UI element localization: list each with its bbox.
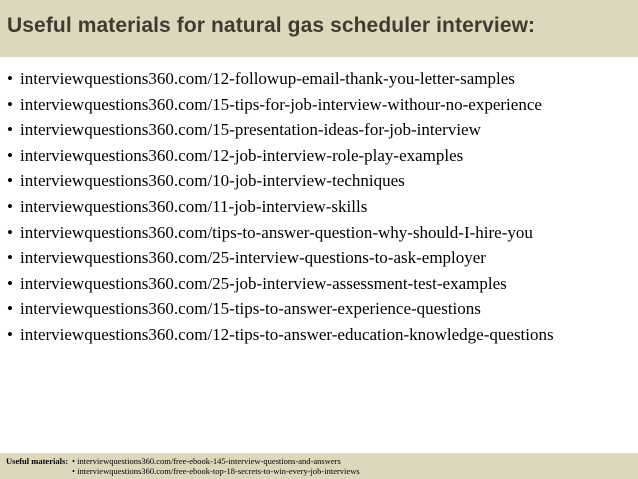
list-item bbox=[7, 143, 554, 169]
list-item bbox=[7, 92, 554, 118]
bullet: • bbox=[7, 222, 13, 242]
bullet: • bbox=[7, 120, 13, 140]
bullet: • bbox=[7, 299, 13, 319]
material-link[interactable]: interviewquestions360.com/15-tips-to-answer-experience-questions bbox=[20, 299, 481, 319]
footer-bullet: • bbox=[72, 456, 75, 466]
bullet: • bbox=[7, 196, 13, 216]
material-link[interactable]: interviewquestions360.com/15-presentation-ideas-for-job-interview bbox=[20, 120, 481, 140]
bullet: • bbox=[7, 273, 13, 293]
bullet: • bbox=[7, 69, 13, 88]
footer-bullet: • bbox=[72, 466, 75, 476]
material-link[interactable]: interviewquestions360.com/12-job-interview-role-play-examples bbox=[20, 145, 464, 165]
footer-label: Useful materials: bbox=[6, 456, 69, 466]
list-item bbox=[7, 271, 554, 297]
bullet: • bbox=[7, 248, 13, 268]
material-link[interactable]: interviewquestions360.com/25-interview-questions-to-ask-employer bbox=[20, 248, 486, 268]
bullet: • bbox=[7, 171, 13, 191]
material-link[interactable]: interviewquestions360.com/12-followup-email-thank-you-letter-samples bbox=[20, 69, 515, 88]
list-item bbox=[7, 194, 554, 220]
list-item bbox=[7, 220, 554, 246]
bullet: • bbox=[7, 324, 13, 344]
bullet: • bbox=[7, 94, 13, 114]
list-item bbox=[7, 117, 554, 143]
material-link[interactable]: interviewquestions360.com/25-job-interview-assessment-test-examples bbox=[20, 273, 507, 293]
list-item bbox=[7, 245, 554, 271]
footer-link[interactable]: interviewquestions360.com/free-ebook-145-interview-questions-and-answers bbox=[77, 456, 341, 466]
bullet: • bbox=[7, 145, 13, 165]
footer-row bbox=[6, 466, 638, 476]
page-title: Useful materials for natural gas scheduler interview: bbox=[7, 14, 536, 37]
material-link[interactable]: interviewquestions360.com/11-job-interview-skills bbox=[20, 196, 368, 216]
list-item bbox=[7, 322, 554, 348]
material-link[interactable]: interviewquestions360.com/15-tips-for-job-interview-withour-no-experience bbox=[20, 94, 542, 114]
material-link[interactable]: interviewquestions360.com/10-job-interview-techniques bbox=[20, 171, 405, 191]
header-bar bbox=[0, 0, 638, 57]
footer-row bbox=[6, 456, 638, 466]
material-link[interactable]: interviewquestions360.com/12-tips-to-answer-education-knowledge-questions bbox=[20, 324, 554, 344]
footer-link[interactable]: interviewquestions360.com/free-ebook-top-18-secrets-to-win-every-job-interviews bbox=[77, 466, 360, 476]
materials-list bbox=[7, 66, 554, 348]
list-item bbox=[7, 296, 554, 322]
material-link[interactable]: interviewquestions360.com/tips-to-answer-question-why-should-I-hire-you bbox=[20, 222, 533, 242]
list-item bbox=[7, 168, 554, 194]
list-item bbox=[7, 66, 554, 92]
footer-bar bbox=[0, 453, 638, 479]
